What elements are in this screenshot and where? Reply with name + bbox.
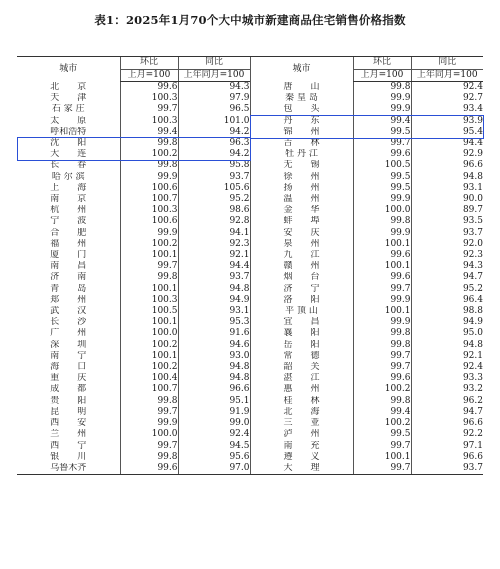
table-row	[17, 463, 483, 475]
mom-cell: 99.5	[353, 429, 411, 440]
table-row	[17, 441, 483, 452]
mom-cell: 100.2	[353, 418, 411, 429]
table-row	[17, 340, 483, 351]
mom-cell: 99.7	[353, 463, 411, 475]
yoy-cell: 95.2	[178, 194, 250, 205]
mom-cell: 100.3	[120, 295, 178, 306]
yoy-cell: 94.3	[178, 82, 250, 94]
yoy-cell: 98.6	[178, 205, 250, 216]
table-row	[17, 396, 483, 407]
yoy-cell: 96.6	[178, 384, 250, 395]
yoy-cell: 94.7	[411, 272, 483, 283]
city-cell: 南 充	[250, 441, 353, 452]
city-cell: 泸 州	[250, 429, 353, 440]
yoy-cell: 94.7	[411, 407, 483, 418]
header-yoy-left: 同比	[178, 57, 250, 70]
yoy-cell: 93.5	[411, 216, 483, 227]
yoy-cell: 94.9	[411, 317, 483, 328]
mom-cell: 99.9	[353, 93, 411, 104]
mom-cell: 99.8	[353, 82, 411, 94]
mom-cell: 100.7	[120, 194, 178, 205]
city-cell: 深 圳	[50, 339, 87, 350]
mom-cell: 99.5	[353, 127, 411, 138]
table-row	[17, 295, 483, 306]
city-cell: 牡 丹 江	[250, 149, 353, 160]
mom-cell: 100.1	[353, 306, 411, 317]
mom-cell: 99.8	[120, 396, 178, 407]
table-row	[17, 384, 483, 395]
table-row	[17, 160, 483, 171]
header-row-1	[17, 57, 483, 70]
table-row	[17, 272, 483, 283]
mom-cell: 99.9	[353, 317, 411, 328]
table-row	[17, 351, 483, 362]
yoy-cell: 94.9	[178, 295, 250, 306]
mom-cell: 99.7	[120, 261, 178, 272]
city-cell: 三 亚	[250, 418, 353, 429]
mom-cell: 99.7	[353, 351, 411, 362]
yoy-cell: 93.2	[411, 384, 483, 395]
yoy-cell: 95.2	[411, 284, 483, 295]
city-cell: 平 顶 山	[250, 306, 353, 317]
yoy-cell: 93.9	[411, 116, 483, 127]
yoy-cell: 97.9	[178, 93, 250, 104]
mom-cell: 99.5	[353, 172, 411, 183]
mom-cell: 99.9	[120, 172, 178, 183]
city-cell: 西 宁	[50, 440, 87, 451]
mom-cell: 100.1	[120, 284, 178, 295]
city-cell: 福 州	[50, 238, 87, 249]
table-row	[17, 250, 483, 261]
city-cell: 徐 州	[250, 172, 353, 183]
city-cell: 锦 州	[250, 127, 353, 138]
city-cell: 金 华	[250, 205, 353, 216]
table-row	[17, 362, 483, 373]
city-cell: 昆 明	[50, 406, 87, 417]
yoy-cell: 93.1	[178, 306, 250, 317]
mom-cell: 99.6	[120, 82, 178, 94]
table-title: 表1：2025年1月70个大中城市新建商品住宅销售价格指数	[94, 13, 406, 27]
yoy-cell: 93.4	[411, 104, 483, 115]
yoy-cell: 92.2	[411, 429, 483, 440]
city-cell: 湛 江	[250, 373, 353, 384]
yoy-cell: 94.8	[411, 340, 483, 351]
mom-cell: 100.0	[353, 205, 411, 216]
city-cell: 洛 阳	[250, 295, 353, 306]
table-row	[17, 93, 483, 104]
city-cell: 宜 昌	[250, 317, 353, 328]
mom-cell: 100.2	[120, 239, 178, 250]
yoy-cell: 94.4	[178, 261, 250, 272]
yoy-cell: 94.8	[178, 362, 250, 373]
mom-cell: 100.0	[120, 328, 178, 339]
city-cell: 丹 东	[250, 116, 353, 127]
mom-cell: 100.1	[353, 261, 411, 272]
city-cell: 武 汉	[50, 306, 87, 317]
yoy-cell: 92.1	[178, 250, 250, 261]
yoy-cell: 105.6	[178, 183, 250, 194]
city-cell: 兰 州	[50, 429, 87, 440]
mom-cell: 99.8	[353, 216, 411, 227]
mom-cell: 100.0	[120, 429, 178, 440]
mom-cell: 100.5	[120, 306, 178, 317]
table-row	[17, 429, 483, 440]
city-cell: 贵 阳	[50, 395, 87, 406]
yoy-cell: 94.8	[178, 284, 250, 295]
header-city-left: 城市	[17, 57, 120, 82]
table-row	[17, 149, 483, 160]
mom-cell: 100.3	[120, 116, 178, 127]
yoy-cell: 98.8	[411, 306, 483, 317]
mom-cell: 100.2	[353, 384, 411, 395]
mom-cell: 100.4	[120, 373, 178, 384]
yoy-cell: 90.0	[411, 194, 483, 205]
city-cell: 北 海	[250, 407, 353, 418]
city-cell: 合 肥	[50, 227, 87, 238]
city-cell: 泉 州	[250, 239, 353, 250]
header-mom-right: 环比	[353, 57, 411, 70]
mom-cell: 100.1	[353, 452, 411, 463]
city-cell: 太 原	[50, 115, 87, 126]
mom-cell: 100.1	[120, 351, 178, 362]
city-cell: 杭 州	[50, 205, 87, 216]
yoy-cell: 92.3	[178, 239, 250, 250]
city-cell: 包 头	[250, 104, 353, 115]
header-mom-base-left: 上月=100	[120, 69, 178, 82]
city-cell: 济 宁	[250, 284, 353, 295]
mom-cell: 99.8	[120, 452, 178, 463]
yoy-cell: 95.8	[178, 160, 250, 171]
yoy-cell: 96.5	[178, 104, 250, 115]
yoy-cell: 96.3	[178, 138, 250, 149]
city-cell: 安 庆	[250, 228, 353, 239]
city-cell: 成 都	[50, 384, 87, 395]
yoy-cell: 89.7	[411, 205, 483, 216]
table-row	[17, 407, 483, 418]
table-row	[17, 205, 483, 216]
yoy-cell: 95.4	[411, 127, 483, 138]
yoy-cell: 91.9	[178, 407, 250, 418]
yoy-cell: 92.4	[411, 82, 483, 94]
table-row	[17, 317, 483, 328]
yoy-cell: 101.0	[178, 116, 250, 127]
mom-cell: 99.6	[353, 373, 411, 384]
city-cell: 厦 门	[50, 250, 87, 261]
table-row	[17, 373, 483, 384]
city-cell: 宁 波	[50, 216, 87, 227]
table-row	[17, 194, 483, 205]
yoy-cell: 92.4	[178, 429, 250, 440]
mom-cell: 99.7	[353, 362, 411, 373]
mom-cell: 100.1	[120, 250, 178, 261]
mom-cell: 99.7	[120, 104, 178, 115]
mom-cell: 99.4	[353, 407, 411, 418]
yoy-cell: 94.3	[411, 261, 483, 272]
mom-cell: 99.8	[353, 340, 411, 351]
mom-cell: 99.4	[120, 127, 178, 138]
yoy-cell: 94.4	[411, 138, 483, 149]
table-row	[17, 418, 483, 429]
header-mom-base-right: 上月=100	[353, 69, 411, 82]
yoy-cell: 94.8	[411, 172, 483, 183]
table-row	[17, 172, 483, 183]
city-cell: 岳 阳	[250, 340, 353, 351]
table-row	[17, 216, 483, 227]
city-cell: 呼和浩特	[50, 126, 87, 137]
yoy-cell: 94.8	[178, 373, 250, 384]
table-row	[17, 183, 483, 194]
price-index-table	[17, 56, 483, 475]
city-cell: 温 州	[250, 194, 353, 205]
table-row	[17, 228, 483, 239]
header-yoy-right: 同比	[411, 57, 483, 70]
mom-cell: 99.8	[120, 138, 178, 149]
mom-cell: 99.7	[353, 138, 411, 149]
city-cell: 银 川	[50, 451, 87, 462]
mom-cell: 99.9	[353, 194, 411, 205]
yoy-cell: 94.2	[178, 149, 250, 160]
mom-cell: 99.7	[120, 407, 178, 418]
mom-cell: 99.6	[353, 149, 411, 160]
city-cell: 惠 州	[250, 384, 353, 395]
city-cell: 石 家 庄	[51, 104, 85, 115]
yoy-cell: 93.7	[178, 172, 250, 183]
city-cell: 乌鲁木齐	[17, 463, 120, 475]
city-cell: 秦 皇 岛	[250, 93, 353, 104]
city-cell: 西 安	[50, 418, 87, 429]
mom-cell: 99.9	[120, 228, 178, 239]
mom-cell: 100.3	[120, 205, 178, 216]
yoy-cell: 92.9	[411, 149, 483, 160]
yoy-cell: 96.2	[411, 396, 483, 407]
mom-cell: 99.9	[353, 104, 411, 115]
yoy-cell: 93.7	[411, 463, 483, 475]
city-cell: 遵 义	[250, 452, 353, 463]
mom-cell: 99.8	[120, 160, 178, 171]
mom-cell: 99.6	[120, 463, 178, 475]
city-cell: 北 京	[50, 81, 87, 92]
yoy-cell: 95.1	[178, 396, 250, 407]
yoy-cell: 95.0	[411, 328, 483, 339]
yoy-cell: 93.0	[178, 351, 250, 362]
city-cell: 大 理	[250, 463, 353, 475]
mom-cell: 100.2	[120, 149, 178, 160]
header-yoy-base-right: 上年同月=100	[411, 69, 483, 82]
yoy-cell: 92.3	[411, 250, 483, 261]
yoy-cell: 94.5	[178, 441, 250, 452]
mom-cell: 100.5	[353, 160, 411, 171]
city-cell: 大 连	[50, 149, 87, 160]
yoy-cell: 96.6	[411, 418, 483, 429]
city-cell: 九 江	[250, 250, 353, 261]
mom-cell: 99.6	[353, 272, 411, 283]
mom-cell: 99.8	[353, 328, 411, 339]
yoy-cell: 97.1	[411, 441, 483, 452]
table-row	[17, 452, 483, 463]
city-cell: 襄 阳	[250, 328, 353, 339]
city-cell: 南 宁	[50, 350, 87, 361]
table-row	[17, 284, 483, 295]
city-cell: 天 津	[50, 93, 87, 104]
city-cell: 南 昌	[50, 261, 87, 272]
city-cell: 郑 州	[50, 294, 87, 305]
city-cell: 桂 林	[250, 396, 353, 407]
yoy-cell: 96.6	[411, 160, 483, 171]
table-row	[17, 239, 483, 250]
header-city-right: 城市	[250, 57, 353, 82]
yoy-cell: 92.0	[411, 239, 483, 250]
table-row	[17, 261, 483, 272]
table-row	[17, 82, 483, 94]
yoy-cell: 93.3	[411, 373, 483, 384]
mom-cell: 99.4	[353, 116, 411, 127]
yoy-cell: 97.0	[178, 463, 250, 475]
mom-cell: 100.1	[353, 239, 411, 250]
mom-cell: 99.7	[120, 441, 178, 452]
city-cell: 南 京	[50, 194, 87, 205]
mom-cell: 99.7	[353, 441, 411, 452]
yoy-cell: 96.4	[411, 295, 483, 306]
city-cell: 重 庆	[50, 373, 87, 384]
mom-cell: 99.5	[353, 183, 411, 194]
city-cell: 吉 林	[250, 138, 353, 149]
yoy-cell: 96.6	[411, 452, 483, 463]
city-cell: 蚌 埠	[250, 216, 353, 227]
yoy-cell: 99.0	[178, 418, 250, 429]
city-cell: 广 州	[50, 328, 87, 339]
city-cell: 济 南	[50, 272, 87, 283]
city-cell: 烟 台	[250, 272, 353, 283]
table-row	[17, 306, 483, 317]
mom-cell: 100.6	[120, 216, 178, 227]
mom-cell: 100.7	[120, 384, 178, 395]
table-row	[17, 138, 483, 149]
mom-cell: 99.9	[120, 418, 178, 429]
yoy-cell: 93.1	[411, 183, 483, 194]
city-cell: 扬 州	[250, 183, 353, 194]
city-cell: 赣 州	[250, 261, 353, 272]
city-cell: 长 春	[50, 160, 87, 171]
yoy-cell: 94.1	[178, 228, 250, 239]
yoy-cell: 92.8	[178, 216, 250, 227]
yoy-cell: 94.6	[178, 340, 250, 351]
city-cell: 唐 山	[250, 82, 353, 94]
city-cell: 哈 尔 滨	[51, 171, 85, 182]
mom-cell: 100.3	[120, 93, 178, 104]
yoy-cell: 92.1	[411, 351, 483, 362]
city-cell: 海 口	[50, 362, 87, 373]
yoy-cell: 93.7	[178, 272, 250, 283]
mom-cell: 99.7	[353, 284, 411, 295]
table-body	[17, 82, 483, 475]
header-yoy-base-left: 上年同月=100	[178, 69, 250, 82]
yoy-cell: 93.7	[411, 228, 483, 239]
mom-cell: 99.9	[353, 295, 411, 306]
yoy-cell: 91.6	[178, 328, 250, 339]
city-cell: 长 沙	[50, 317, 87, 328]
city-cell: 青 岛	[50, 283, 87, 294]
header-mom-left: 环比	[120, 57, 178, 70]
city-cell: 无 锡	[250, 160, 353, 171]
mom-cell: 99.9	[353, 228, 411, 239]
mom-cell: 100.2	[120, 362, 178, 373]
mom-cell: 100.2	[120, 340, 178, 351]
mom-cell: 99.8	[353, 396, 411, 407]
yoy-cell: 94.2	[178, 127, 250, 138]
table-row	[17, 328, 483, 339]
mom-cell: 99.8	[120, 272, 178, 283]
city-cell: 沈 阳	[50, 138, 87, 149]
mom-cell: 100.1	[120, 317, 178, 328]
table-row	[17, 116, 483, 127]
table-row	[17, 127, 483, 138]
city-cell: 韶 关	[250, 362, 353, 373]
mom-cell: 99.6	[353, 250, 411, 261]
yoy-cell: 92.7	[411, 93, 483, 104]
yoy-cell: 92.4	[411, 362, 483, 373]
table-row	[17, 104, 483, 115]
yoy-cell: 95.3	[178, 317, 250, 328]
city-cell: 上 海	[50, 182, 87, 193]
city-cell: 常 德	[250, 351, 353, 362]
yoy-cell: 95.6	[178, 452, 250, 463]
mom-cell: 100.6	[120, 183, 178, 194]
